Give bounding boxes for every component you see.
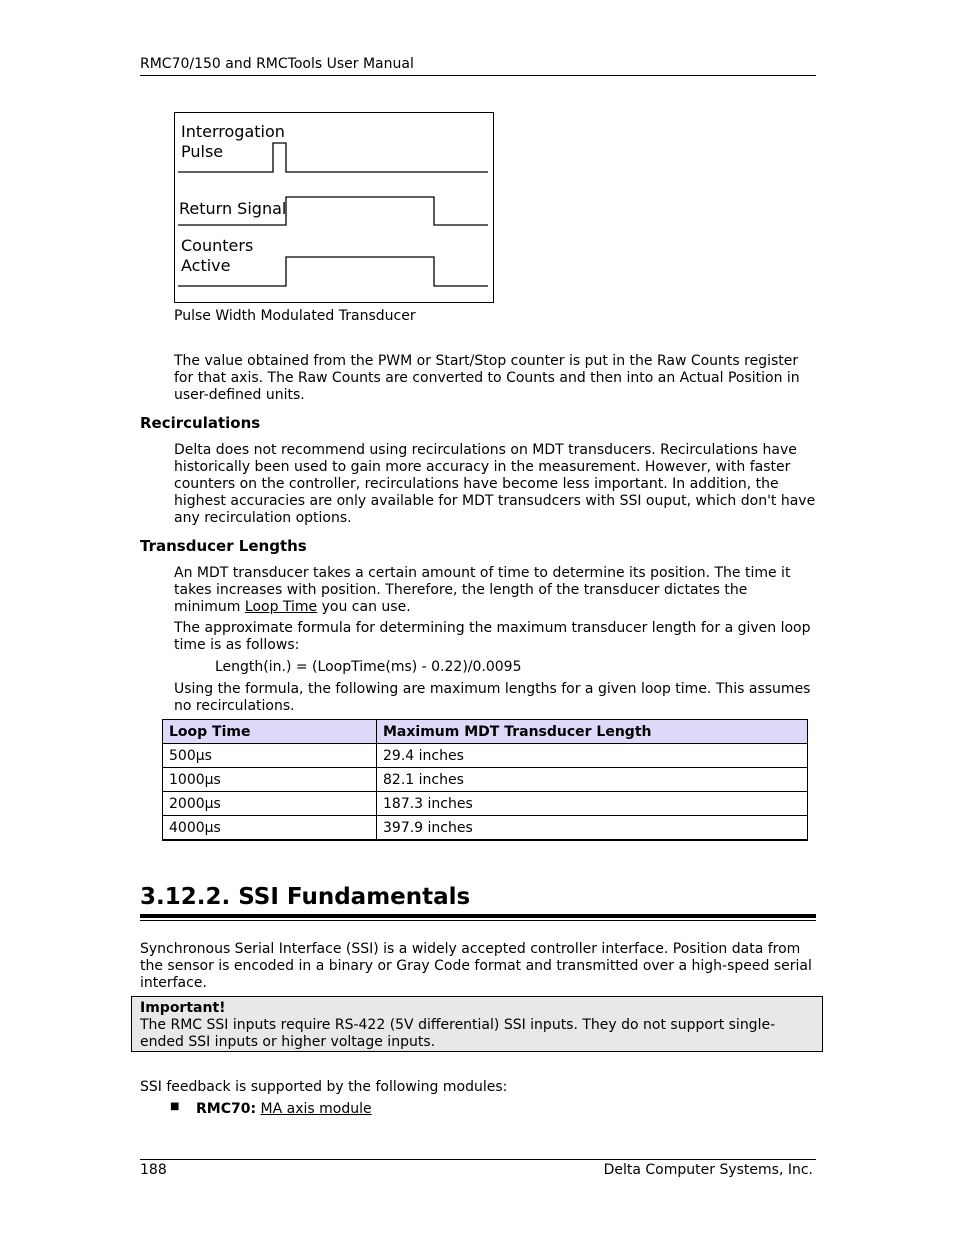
loop-time-table xyxy=(162,719,808,841)
important-note-title: Important! xyxy=(140,1000,226,1016)
footer-company: Delta Computer Systems, Inc. xyxy=(603,1162,813,1178)
timing-diagram-svg xyxy=(175,113,493,302)
interrogation-pulse-trace xyxy=(178,143,488,172)
table-header-row xyxy=(163,720,808,744)
table-cell-max-length: 29.4 inches xyxy=(377,744,808,768)
table-cell-max-length: 187.3 inches xyxy=(377,792,808,816)
transducer-lengths-paragraph-2: The approximate formula for determining the maximum transducer length for a given loop time is as follows: xyxy=(174,620,811,653)
loop-time-link[interactable]: Loop Time xyxy=(244,599,318,615)
important-note-body: The RMC SSI inputs require RS-422 (5V differential) SSI inputs. They do not support single-ended SSI inputs or higher voltage inputs. xyxy=(140,1017,776,1050)
table-cell-loop-time: 4000µs xyxy=(163,816,377,841)
table-row xyxy=(163,792,808,816)
section-heading-rule xyxy=(140,914,816,918)
table-row xyxy=(163,744,808,768)
label-interrogation-2: Pulse xyxy=(181,142,224,161)
table-cell-max-length: 397.9 inches xyxy=(377,816,808,841)
ma-axis-module-link[interactable]: MA axis module xyxy=(260,1101,372,1117)
footer-rule xyxy=(140,1159,816,1160)
transducer-lengths-paragraph-3: Using the formula, the following are maximum lengths for a given loop time. This assumes no recirculations. xyxy=(174,681,811,714)
section-heading-rule-thin xyxy=(140,920,816,921)
ssi-paragraph: Synchronous Serial Interface (SSI) is a widely accepted controller interface. Position data from the sensor is encoded in a binary or Gray Code format and transmitted over a high-speed serial interface. xyxy=(140,941,812,991)
recirculations-paragraph: Delta does not recommend using recirculations on MDT transducers. Recirculations have historically been used to gain more accuracy in the measurement. However, with faster counters on the controller, recirculations have become less important. In addition, the highest accuracies are only available for MDT transudcers with SSI ouput, which don't have any recirculation options. xyxy=(174,442,816,526)
header-rule xyxy=(140,75,816,76)
section-heading-ssi: 3.12.2. SSI Fundamentals xyxy=(140,884,471,910)
bullet-item-rmc70 xyxy=(196,1101,372,1118)
intro-paragraph: The value obtained from the PWM or Start/Stop counter is put in the Raw Counts register for that axis. The Raw Counts are converted to Counts and then into an Actual Position in user-defined units. xyxy=(174,353,800,403)
running-header: RMC70/150 and RMCTools User Manual xyxy=(140,56,414,72)
table-header-loop-time: Loop Time xyxy=(163,720,377,744)
label-interrogation-1: Interrogation xyxy=(181,122,285,141)
ssi-supported-intro: SSI feedback is supported by the following modules: xyxy=(140,1079,508,1095)
transducer-lengths-paragraph-1 xyxy=(174,565,816,616)
table-cell-loop-time: 2000µs xyxy=(163,792,377,816)
bullet-label: RMC70: xyxy=(196,1101,257,1117)
label-counters-1: Counters xyxy=(181,236,254,255)
table-cell-loop-time: 1000µs xyxy=(163,768,377,792)
figure-caption: Pulse Width Modulated Transducer xyxy=(174,308,416,324)
recirculations-heading: Recirculations xyxy=(140,414,261,432)
table-header-max-length: Maximum MDT Transducer Length xyxy=(377,720,808,744)
bullet-square-icon: ■ xyxy=(170,1101,180,1112)
table-row xyxy=(163,816,808,841)
transducer-lengths-heading: Transducer Lengths xyxy=(140,537,307,555)
para1-text-end: you can use. xyxy=(317,599,411,615)
table-cell-max-length: 82.1 inches xyxy=(377,768,808,792)
label-counters-2: Active xyxy=(181,256,231,275)
table-row xyxy=(163,768,808,792)
table-cell-loop-time: 500µs xyxy=(163,744,377,768)
page-number: 188 xyxy=(140,1162,167,1178)
length-formula: Length(in.) = (LoopTime(ms) - 0.22)/0.0095 xyxy=(215,659,522,675)
para1-text: An MDT transducer takes a certain amount of time to determine its position. The time it takes increases with position. Therefore, the length of the transducer dictates the minimum xyxy=(174,565,791,615)
label-return-signal: Return Signal xyxy=(179,199,287,218)
pwm-timing-diagram xyxy=(174,112,494,303)
important-note-box xyxy=(131,996,823,1052)
